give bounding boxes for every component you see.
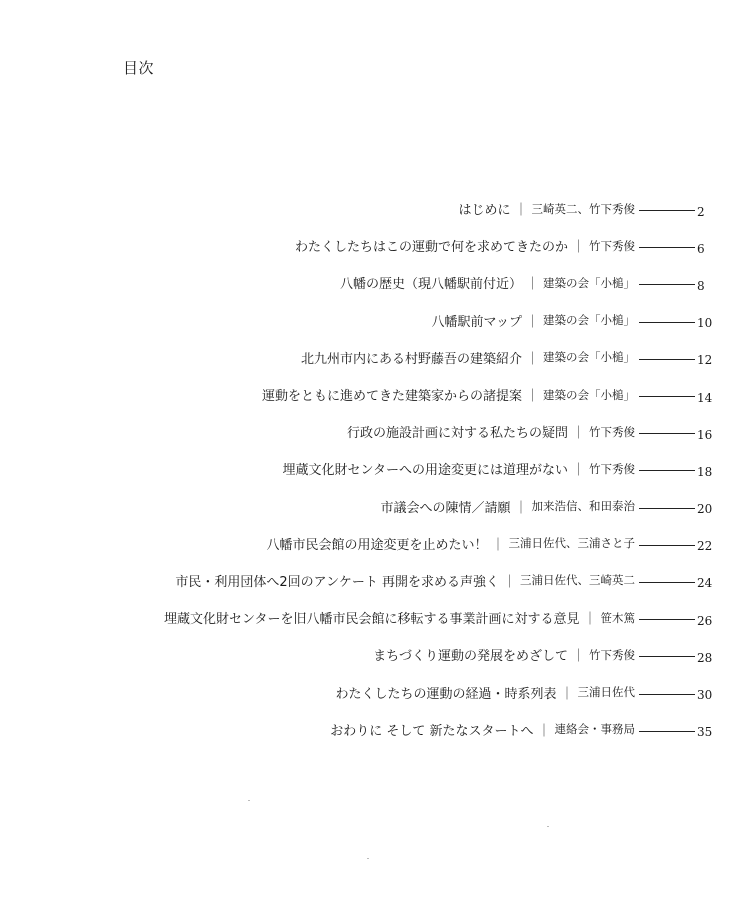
toc-entry-title: 八幡駅前マップ [431,314,522,330]
toc-entry-page: 28 [697,650,713,665]
toc-separator: ｜ [514,203,528,219]
toc-entry-page: 18 [697,464,713,479]
toc-entry-page: 30 [697,688,713,703]
toc-leader-line [639,284,695,285]
toc-entry-author: 三浦日佐代、三崎英二 [520,573,635,588]
toc-leader-line [639,619,695,620]
paper-speck [367,858,369,859]
toc-leader-line [639,433,695,434]
toc-entry-title: わたくしたちの運動の経過・時系列表 [335,686,557,702]
toc-entry [31,599,711,636]
toc-entry-author: 竹下秀俊 [589,647,635,662]
toc-entry-author: 加来浩信、和田泰治 [531,499,635,514]
toc-entry [31,673,711,710]
toc-leader-line [639,359,695,360]
toc-leader-line [639,545,695,546]
toc-entry-author: 建築の会「小槌」 [543,313,635,328]
toc-entry-title: 埋蔵文化財センターを旧八幡市民会館に移転する事業計画に対する意見 [164,612,580,628]
toc-leader-line [639,731,695,732]
toc-entry-title: 行政の施設計画に対する私たちの疑問 [346,426,568,442]
toc-separator: ｜ [583,612,597,628]
toc-entry-title: 運動をともに進めてきた建築家からの諸提案 [261,389,522,405]
toc-leader-line [639,508,695,509]
toc-entry-author: 竹下秀俊 [589,424,635,439]
toc-entry-title: 市民・利用団体へ2回のアンケート 再開を求める声強く [175,574,499,590]
toc-entry [31,190,711,227]
toc-separator: ｜ [525,389,539,405]
toc-leader-line [639,694,695,695]
toc-entry [31,376,711,413]
toc-entry-author: 建築の会「小槌」 [543,350,635,365]
toc-entry-author: 竹下秀俊 [589,461,635,476]
toc-entry [31,636,711,673]
toc-entry-author: 三崎英二、竹下秀俊 [531,201,635,216]
paper-speck [547,826,549,827]
toc-entry [31,488,711,525]
toc-entry-title: 八幡市民会館の用途変更を止めたい！ [266,537,488,553]
toc-separator: ｜ [514,500,528,516]
toc-leader-line [639,247,695,248]
toc-entry-page: 10 [697,316,713,331]
toc-leader-line [639,582,695,583]
toc-separator: ｜ [571,649,585,665]
toc-entry-author: 建築の会「小槌」 [543,387,635,402]
toc-separator: ｜ [525,314,539,330]
toc-entry [31,525,711,562]
toc-leader-line [639,322,695,323]
toc-entry-title: おわりに そして 新たなスタートへ [330,723,534,739]
toc-entry-page: 22 [697,539,713,554]
toc-entry-title: 埋蔵文化財センターへの用途変更には道理がない [282,463,568,479]
toc-entry-author: 三浦日佐代 [577,685,635,700]
toc-entry-title: 八幡の歴史（現八幡駅前付近） [339,277,522,293]
toc-entry-title: まちづくり運動の発展をめざして [373,649,568,665]
toc-separator: ｜ [491,537,505,553]
toc-entry [31,450,711,487]
toc-entry-author: 三浦日佐代、三浦さと子 [508,536,635,551]
toc-separator: ｜ [502,574,516,590]
toc-leader-line [639,470,695,471]
toc-entry-page: 8 [697,278,705,293]
toc-separator: ｜ [525,351,539,367]
toc-entry-page: 20 [697,502,713,517]
toc-entry-author: 笹木篤 [600,610,635,625]
toc-entry [31,562,711,599]
toc-leader-line [639,396,695,397]
toc-entry-author: 竹下秀俊 [589,238,635,253]
table-of-contents [31,190,711,748]
toc-entry-title: はじめに [458,203,511,219]
toc-entry-page: 24 [697,576,713,591]
toc-entry-title: わたくしたちはこの運動で何を求めてきたのか [294,240,568,256]
toc-entry-page: 2 [697,204,705,219]
toc-entry-page: 14 [697,390,713,405]
toc-entry [31,339,711,376]
toc-entry-page: 6 [697,241,705,256]
toc-separator: ｜ [571,463,585,479]
toc-entry [31,227,711,264]
toc-entry-title: 市議会への陳情／請願 [380,500,511,516]
toc-entry-page: 12 [697,353,713,368]
toc-entry-author: 建築の会「小槌」 [543,275,635,290]
toc-entry-page: 35 [697,725,713,740]
toc-entry [31,302,711,339]
toc-entry [31,264,711,301]
toc-separator: ｜ [537,723,551,739]
paper-speck [248,800,250,801]
toc-entry [31,711,711,748]
toc-leader-line [639,210,695,211]
page-title: 目次 [123,59,155,77]
toc-separator: ｜ [525,277,539,293]
toc-entry [31,413,711,450]
toc-entry-page: 26 [697,613,713,628]
toc-separator: ｜ [571,240,585,256]
toc-separator: ｜ [571,426,585,442]
toc-entry-title: 北九州市内にある村野藤吾の建築紹介 [300,351,522,367]
toc-separator: ｜ [560,686,574,702]
toc-leader-line [639,656,695,657]
toc-entry-page: 16 [697,427,713,442]
toc-entry-author: 連絡会・事務局 [554,722,635,737]
